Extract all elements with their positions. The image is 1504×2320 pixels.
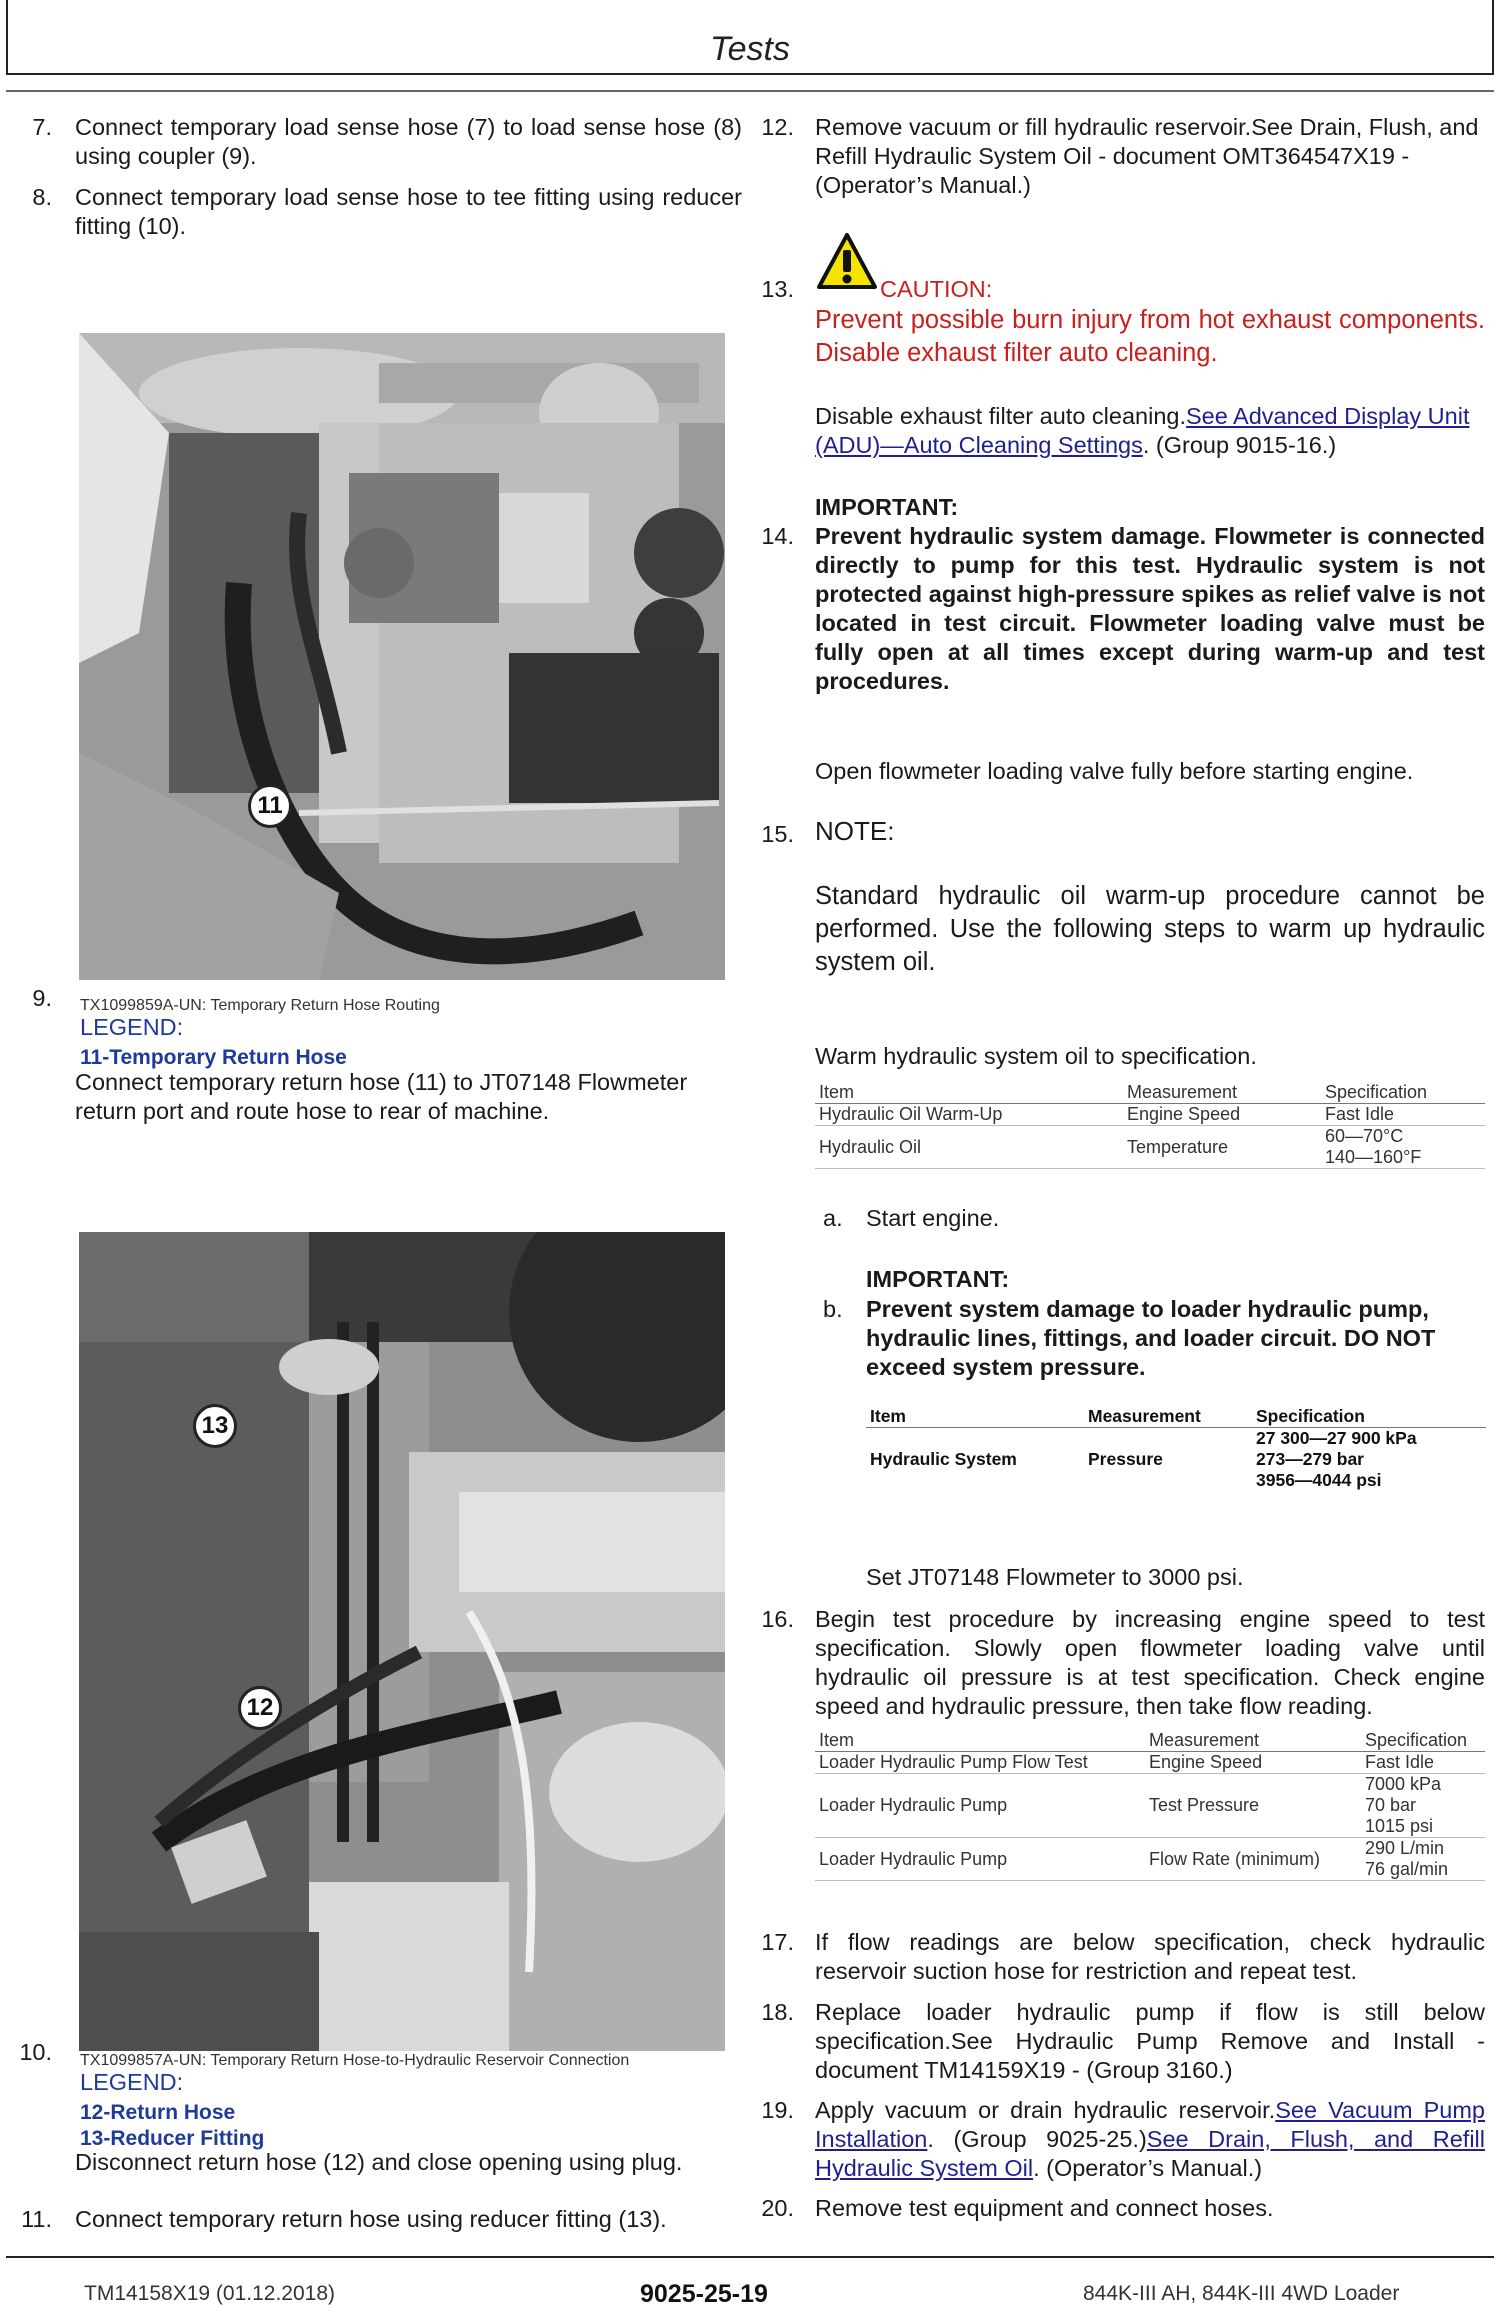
callout-13: 13 [193, 1404, 237, 1448]
pump-flow-spec-table [815, 1730, 1485, 1881]
link-adu-auto-cleaning-settings[interactable]: See Advanced Display Unit (ADU)—Auto Cleaning Settings [815, 403, 1470, 458]
legend-title-1: LEGEND: [80, 1014, 184, 1040]
step-8-text: Connect temporary load sense hose to tee fitting using reducer fitting (10). [75, 184, 742, 239]
step-7-text: Connect temporary load sense hose (7) to load sense hose (8) using coupler (9). [75, 114, 742, 169]
table-header-row: Item Measurement Specification [815, 1082, 1485, 1104]
step-20-text: Remove test equipment and connect hoses. [815, 2195, 1274, 2221]
link-vacuum-pump-installation[interactable]: See Vacuum Pump Installation [815, 2097, 1485, 2152]
step-10-text: Disconnect return hose (12) and close opening using plug. [75, 2149, 683, 2175]
step-15-text-after: Set JT07148 Flowmeter to 3000 psi. [866, 1564, 1244, 1590]
table-header-row: Item Measurement Specification [815, 1730, 1485, 1752]
caution-label: CAUTION: [880, 276, 993, 302]
manual-page: Tests 7. Connect temporary load sense hose (7) to load sense hose (8) using coupler (9). 8. Connect temporary load sense hose to tee fitting using reducer fitting (10). 11 9. TX1099859A-UN: Temporary Return Hose Routing LEGEND: 11-Temporary Return Hose Connect temporary return hose (11) to JT07148 Flowmeter return port and route hose to rear of machine. 13 12 10. TX1099857A-UN: Temporary Return Hose-to-Hydraulic Reservoir Connection LEGEND: 12-Return Hose 13-Reducer Fitting Disconnect return hose (12) and close opening using plug. 11. Connect temporary return hose using reducer fitting (13). 12. Remove vacuum or fill hydraulic reservoir.See Drain, Flush, and Refill Hydraulic System Oil - document OMT364547X19 - (Operator’s Manual.) 13. CAUTION: Prevent possible burn injury from hot exhaust components. Disable exhaust filter auto cleaning. Disable exhaust filter auto cleaning.See Advanced Display Unit (ADU)—Auto Cleaning Settings. (Group 9015-16.) IMPORTANT: 14. Prevent hydraulic system damage. Flowmeter is connected directly to pump for this test. Hydraulic system is not protected against high-pressure spikes as relief valve is not located in test circuit. Flowmeter loading valve must be fully open at all times except during warm-up and test procedures. Open flowmeter loading valve fully before starting engine. 15. NOTE: Standard hydraulic oil warm-up procedure cannot be performed. Use the following steps to warm up hydraulic system oil. Warm hydraulic system oil to specification. Item Measurement Specification Hydraulic Oil Warm-Up Engine Speed Fast Idle Hydraulic Oil Temperature 60—70°C 140—160°F a. Start engine. IMPORTANT: b. Prevent system damage to loader hydraulic pump, hydraulic lines, fittings, and loader circuit. DO NOT exceed system pressure. Item Measurement Specification Hydraulic System Pressure 27 300—27 900 kPa 273—279 bar 3956—4044 psi Set JT07148 Flowmeter to 3000 psi. 16. Begin test procedure by increasing engine speed to test specification. Slowly open flowmeter loading valve until hydraulic oil pressure is at test specification. Check engine speed and hydraulic pressure, then take flow reading. Item Measurement Specification Loader Hydraulic Pump Flow Test Engine Speed Fast Idle Loader Hydraulic Pump Test Pressure 7000 kPa 70 bar 1015 psi Loader Hydraulic Pump Flow Rate (minimum) 290 L/min 76 gal/min 17. If flow readings are below specification, check hydraulic reservoir suction hose for restriction and repeat test. 18. Replace loader hydraulic pump if flow is still below specification.See Hydraulic Pump Remove and Install - document TM14159X19 - (Group 3160.) 19. Apply vacuum or drain hydraulic reservoir.See Vacuum Pump Installation. (Group 9025-25.)See Drain, Flush, and Refill Hydraulic System Oil. (Operator’s Manual.) 20. Remove test equipment and connect hoses. TM14158X19 (01.12.2018) 9025-25-19 844K-III AH, 844K-III 4WD Loader [0, 0, 1504, 2320]
note-label: NOTE: [815, 816, 895, 846]
step-15-text: Warm hydraulic system oil to specification. [815, 1043, 1257, 1069]
step-12-text: Remove vacuum or fill hydraulic reservoir.See Drain, Flush, and Refill Hydraulic System Oil - document OMT364547X19 - (Operator’s Manual.) [815, 114, 1479, 198]
link-drain-flush-refill[interactable]: See Drain, Flush, and Refill Hydraulic System Oil [815, 2126, 1485, 2181]
important-text-b: Prevent system damage to loader hydraulic pump, hydraulic lines, fittings, and loader circuit. DO NOT exceed system pressure. [866, 1296, 1436, 1380]
caution-warning-icon [816, 232, 878, 290]
table-header-row: Item Measurement Specification [866, 1406, 1486, 1428]
callout-11: 11 [248, 784, 292, 828]
note-text: Standard hydraulic oil warm-up procedure cannot be performed. Use the following steps to warm up hydraulic system oil. [815, 882, 1485, 976]
step-14-text: Open flowmeter loading valve fully before starting engine. [815, 758, 1414, 784]
photo-illustration-2 [79, 1232, 725, 2051]
page-header [6, 0, 1494, 75]
header-divider [6, 90, 1494, 92]
page-title: Tests [709, 30, 790, 68]
table-row: Hydraulic System Pressure 27 300—27 900 kPa 273—279 bar 3956—4044 psi [870, 1428, 1417, 1490]
footer-document-id: TM14158X19 (01.12.2018) [84, 2282, 336, 2305]
step-11-text: Connect temporary return hose using reducer fitting (13). [75, 2206, 667, 2232]
step-18-text: Replace loader hydraulic pump if flow is still below specification.See Hydraulic Pump Remove and Install - document TM14159X19 - (Group 3160.) [815, 1999, 1485, 2083]
table-row: Loader Hydraulic Pump Flow Rate (minimum) 290 L/min 76 gal/min [815, 1838, 1485, 1881]
figure-caption-2: TX1099857A-UN: Temporary Return Hose-to-Hydraulic Reservoir Connection [80, 2052, 630, 2069]
photo-return-hose-reservoir-connection [79, 1232, 725, 2051]
important-text-14: Prevent hydraulic system damage. Flowmeter is connected directly to pump for this test. Hydraulic system is not protected against high-pressure spikes as relief valve is not located in test circuit. Flowmeter loading valve must be fully open at all times except during warm-up and test procedures. [815, 523, 1485, 694]
important-label-14: IMPORTANT: [815, 494, 959, 520]
table-row: Loader Hydraulic Pump Flow Test Engine Speed Fast Idle [815, 1752, 1485, 1774]
important-label-b: IMPORTANT: [866, 1266, 1010, 1292]
figure-caption-1: TX1099859A-UN: Temporary Return Hose Routing [80, 997, 440, 1014]
photo-temporary-return-hose-routing [79, 333, 725, 980]
step-17-text: If flow readings are below specification, check hydraulic reservoir suction hose for restriction and repeat test. [815, 1929, 1485, 1984]
table-row: Hydraulic Oil Warm-Up Engine Speed Fast Idle [815, 1104, 1485, 1126]
system-pressure-spec-table [866, 1406, 1486, 1491]
footer-model: 844K-III AH, 844K-III 4WD Loader [1083, 2282, 1400, 2305]
caution-text: Prevent possible burn injury from hot exhaust components. Disable exhaust filter auto cleaning. [815, 306, 1485, 367]
warmup-spec-table [815, 1082, 1485, 1169]
footer-page-number: 9025-25-19 [640, 2280, 768, 2308]
legend-item-11: 11-Temporary Return Hose [80, 1046, 347, 1069]
legend-item-13: 13-Reducer Fitting [80, 2127, 265, 2150]
table-row: Loader Hydraulic Pump Test Pressure 7000 kPa 70 bar 1015 psi [815, 1774, 1485, 1838]
sub-step-a-text: Start engine. [866, 1205, 1000, 1231]
step-9-text: Connect temporary return hose (11) to JT07148 Flowmeter return port and route hose to rear of machine. [75, 1069, 688, 1124]
legend-title-2: LEGEND: [80, 2069, 184, 2095]
legend-item-12: 12-Return Hose [80, 2101, 236, 2124]
table-row: Hydraulic Oil Temperature 60—70°C 140—160°F [815, 1126, 1485, 1169]
callout-12: 12 [238, 1686, 282, 1730]
step-13-text: Disable exhaust filter auto cleaning.See Advanced Display Unit (ADU)—Auto Cleaning Settings. (Group 9015-16.) [815, 403, 1470, 458]
step-19-text: Apply vacuum or drain hydraulic reservoir.See Vacuum Pump Installation. (Group 9025-25.)See Drain, Flush, and Refill Hydraulic System Oil. (Operator’s Manual.) [815, 2097, 1485, 2181]
footer-divider [6, 2256, 1494, 2258]
photo-illustration-1 [79, 333, 725, 980]
step-16-text: Begin test procedure by increasing engine speed to test specification. Slowly open flowmeter loading valve until hydraulic oil pressure is at test specification. Check engine speed and hydraulic pressure, then take flow reading. [815, 1606, 1485, 1719]
